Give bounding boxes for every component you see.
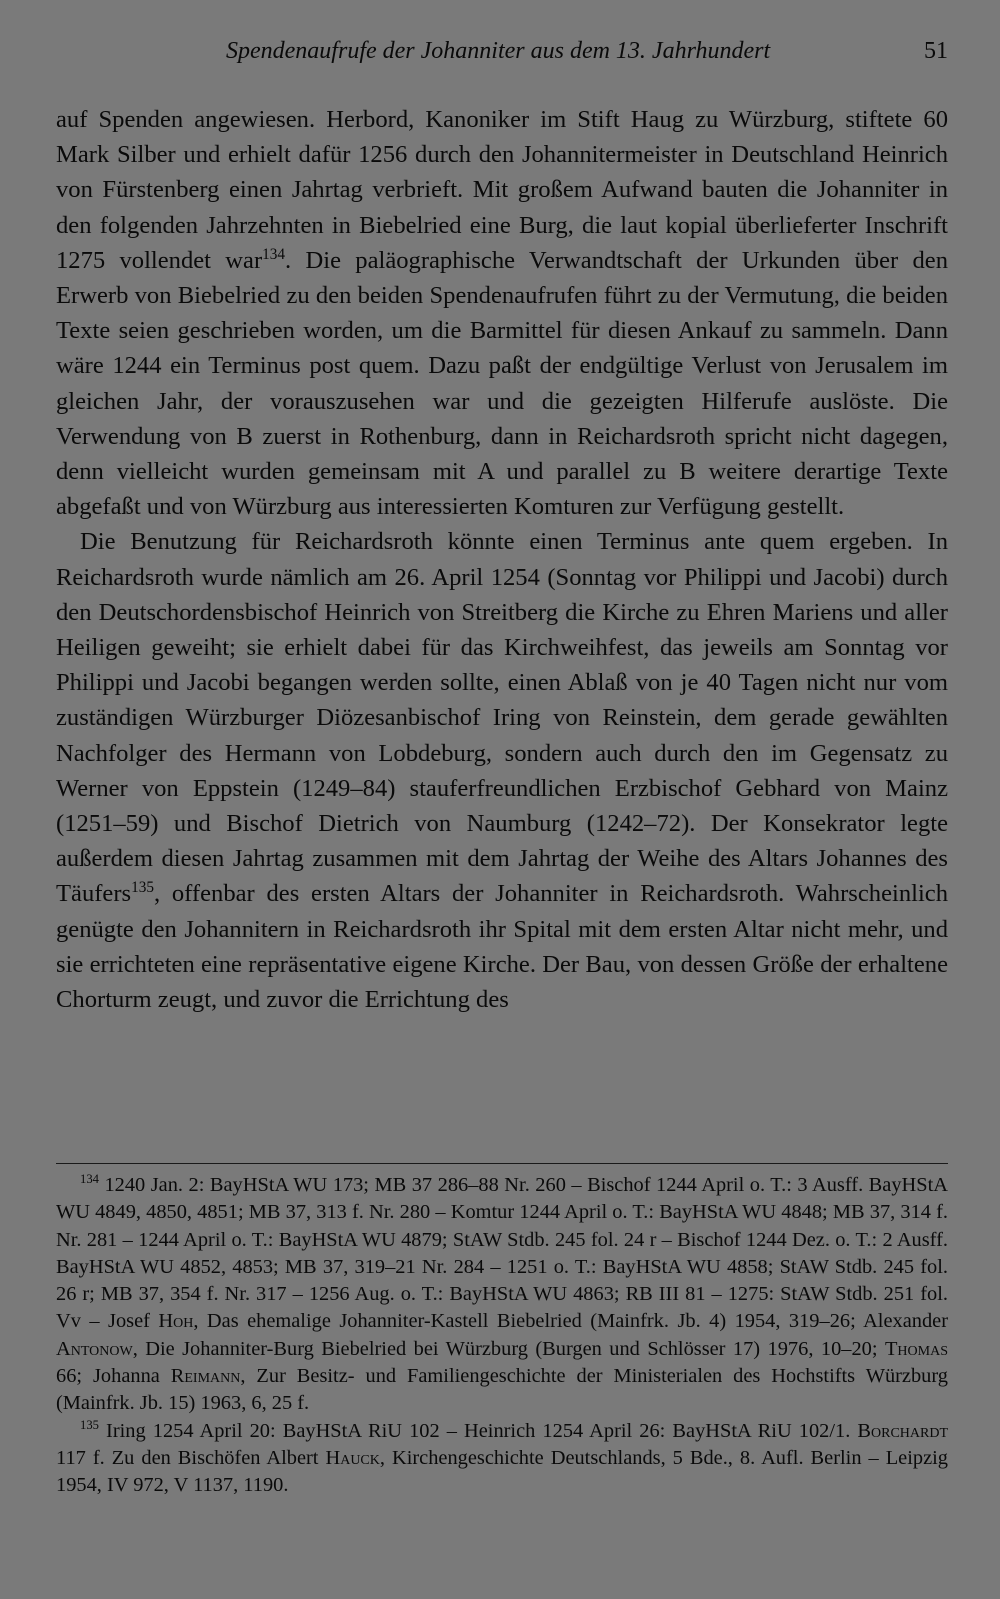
footnote-text: 1240 Jan. 2: BayHStA WU 173; MB 37 286–88 Nr. 260 – Bischof 1244 April o. T.: 3 Ausff. BayHStA WU 4849, 4850, 4851; MB 37, 313 f. Nr. 280 – Komtur 1244 April o. T.: BayHStA WU 4848; MB 37, 314 f. Nr. 281 – 1244 April o. T.: BayHStA WU 4879; StAW Stdb. 245 fol. 24 r – Bischof 1244 Dez. o. T.: 2 Ausff. BayHStA WU 4852, 4853; MB 37, 319–21 Nr. 284 – 1251 o. T.: BayHStA WU 4858; StAW Stdb. 245 fol. 26 r; MB 37, 354 f. Nr. 317 – 1256 Aug. o. T.: BayHStA WU 4863; RB III 81 – 1275: StAW Stdb. 251 fol. Vv – Josef <box>56 1174 948 1333</box>
footnote-text: , Kirchengeschichte Deutschlands, 5 Bde., 8. Aufl. Berlin – Leipzig 1954, IV 972, V 1137, 1190. <box>56 1446 948 1497</box>
author-name: Hauck <box>325 1446 380 1469</box>
running-title: Spendenaufrufe der Johanniter aus dem 13. Jahrhundert <box>226 38 771 64</box>
footnote-text: Iring 1254 April 20: BayHStA RiU 102 – Heinrich 1254 April 26: BayHStA RiU 102/1. <box>106 1419 851 1442</box>
footnote-text: , Zur Besitz- und Familiengeschichte der Ministerialen des Hochstifts Würzburg (Mainfrk. Jb. 15) 1963, 6, 25 f. <box>56 1365 948 1415</box>
page-number: 51 <box>924 38 948 64</box>
footnote-ref-134: 134 <box>262 245 286 263</box>
footnote-number: 134 <box>80 1172 99 1187</box>
footnote-ref-135: 135 <box>131 879 154 897</box>
footnote-135 <box>56 1418 948 1500</box>
author-name: Borchardt <box>857 1419 948 1442</box>
paragraph-1 <box>56 102 948 524</box>
main-text <box>56 102 948 1017</box>
paragraph-2 <box>56 524 948 1017</box>
footnote-text: 117 f. Zu den Bischöfen Albert <box>56 1446 319 1469</box>
paragraph-1-text-a: auf Spenden angewiesen. Herbord, Kanoniker im Stift Haug zu Würzburg, stiftete 60 Mark Silber und erhielt dafür 1256 durch den Johannitermeister in Deutschland Heinrich von Fürstenberg einen Jahrtag verbrieft. Mit großem Aufwand bauten die Johanniter in den folgenden Jahrzehnten in Biebelried eine Burg, die laut kopial überlieferter Inschrift 1275 vollendet war <box>56 106 948 274</box>
author-name: Thomas <box>884 1337 948 1360</box>
footnote-text: , Das ehemalige Johanniter-Kastell Biebelried (Mainfrk. Jb. 4) 1954, 319–26; Alexander <box>193 1310 949 1333</box>
author-name: Hoh <box>158 1310 194 1333</box>
paragraph-2-text-b: , offenbar des ersten Altars der Johanniter in Reichardsroth. Wahrscheinlich genügte den Johannitern in Reichardsroth ihr Spital mit dem ersten Altar nicht mehr, und sie errichteten eine repräsentative eigene Kirche. Der Bau, von dessen Größe der erhaltene Chorturm zeugt, und zuvor die Errichtung des <box>56 880 948 1014</box>
footnotes <box>56 1172 948 1500</box>
paragraph-1-text-b: . Die paläographische Verwandtschaft der Urkunden über den Erwerb von Biebelried zu den beiden Spendenaufrufen führt zu der Vermutung, die beiden Texte seien geschrieben worden, um die Barmittel für diesen Ankauf zu sammeln. Dann wäre 1244 ein Terminus post quem. Dazu paßt der endgültige Verlust von Jerusalem im gleichen Jahr, der vorauszusehen war und die gezeigten Hilferufe auslöste. Die Verwendung von B zuerst in Rothenburg, dann in Reichardsroth spricht nicht dagegen, denn vielleicht wurden gemeinsam mit A und parallel zu B weitere derartige Texte abgefaßt und von Würzburg aus interessierten Komturen zur Verfügung gestellt. <box>56 246 948 521</box>
footnote-text: , Die Johanniter-Burg Biebelried bei Würzburg (Burgen und Schlösser 17) 1976, 10–20; <box>132 1337 878 1360</box>
author-name: Antonow <box>56 1337 133 1360</box>
footnote-divider <box>56 1163 948 1164</box>
author-name: Reimann <box>170 1365 241 1388</box>
running-header <box>56 38 948 72</box>
footnote-text: 66; Johanna <box>56 1365 160 1388</box>
footnote-number: 135 <box>80 1417 99 1432</box>
footnote-134 <box>56 1172 948 1418</box>
paragraph-2-text-a: Die Benutzung für Reichardsroth könnte einen Terminus ante quem ergeben. In Reichardsroth wurde nämlich am 26. April 1254 (Sonntag vor Philippi und Jacobi) durch den Deutschordensbischof Heinrich von Streitberg die Kirche zu Ehren Mariens und aller Heiligen geweiht; sie erhielt dabei für das Kirchweihfest, das jeweils am Sonntag vor Philippi und Jacobi begangen werden sollte, einen Ablaß von je 40 Tagen nicht nur vom zuständigen Würzburger Diözesanbischof Iring von Reinstein, dem gerade gewählten Nachfolger des Hermann von Lobdeburg, sondern auch durch den im Gegensatz zu Werner von Eppstein (1249–84) stauferfreundlichen Erzbischof Gebhard von Mainz (1251–59) und Bischof Dietrich von Naumburg (1242–72). Der Konsekrator legte außerdem diesen Jahrtag zusammen mit dem Jahrtag der Weihe des Altars Johannes des Täufers <box>56 528 948 908</box>
